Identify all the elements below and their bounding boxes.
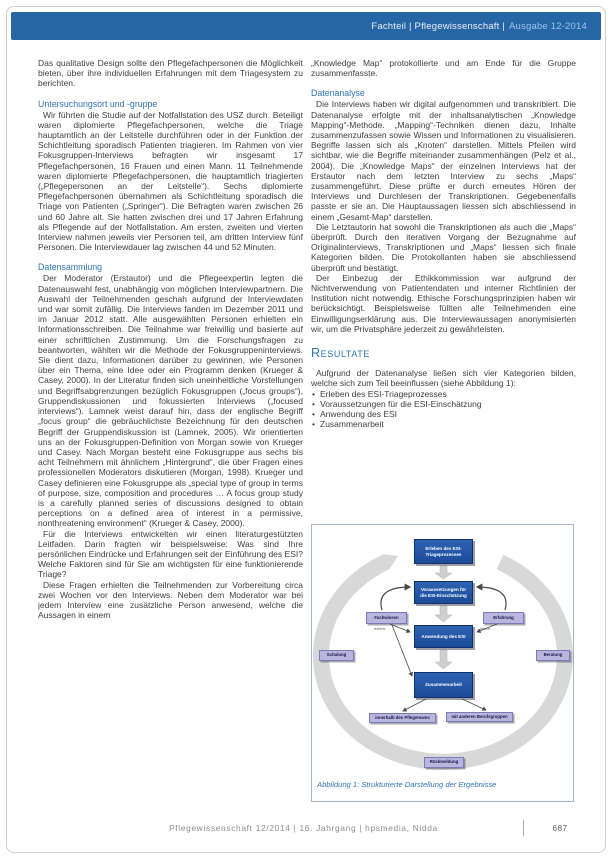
figure-node-side-right: Erfahrung bbox=[483, 612, 524, 624]
figure-node-zusammenarbeit: Zusammenarbeit bbox=[414, 672, 473, 698]
paragraph-resultate-intro: Aufgrund der Datenanalyse ließen sich vier Kategorien bilden, welche sich zum Teil beeinflussen (siehe Abbildung 1): bbox=[311, 368, 576, 389]
figure-node-outer-left: Schulung bbox=[319, 650, 354, 661]
right-text-column bbox=[311, 58, 576, 818]
arrow-down-icon bbox=[435, 606, 452, 622]
paragraph-leitfaden: Für die Interviews entwickelten wir einen literaturgestützten Leitfaden. Darin fragten wir beispielsweise: Was sind Ihre persönlichen Eindrücke und Erfahrungen seit der Einführung des ESI? Welche Faktoren sind für Sie am wichtigsten für eine funktionierende Triage? bbox=[38, 528, 303, 580]
arrow-down-icon bbox=[435, 566, 452, 579]
page-number: 687 bbox=[552, 823, 568, 833]
figure-1 bbox=[311, 524, 574, 802]
figure-node-voraussetzungen: Voraussetzungen für die ESI-Einschätzung bbox=[414, 581, 473, 604]
paragraph-untersuchungsort: Wir führten die Studie auf der Notfallstation des USZ durch. Beteiligt waren diplomierte Pflegefachpersonen, welche die Triage hauptamtlich an der Leitstelle durchführen oder in der Funktion der Schichtleitung sporadisch Patienten triagieren. Im Rahmen von vier Fokusgruppen-Interviews befragten wir insgesamt 17 Pflegefachpersonen, 16 Frauen und einen Mann. 11 Teilnehmende waren diplomierte Pflegefachpersonen, die hauptamtlich triagierten („Pflegepersonen an der Leitstelle“). Sechs diplomierte Pflegefachpersonen übernahmen als Schichtleitung sporadisch die Triage von Patienten („Springer“). Die Befragten waren zwischen 26 und 60 Jahre alt. Sie hatten zwischen drei und 17 Jahren Erfahrung als Pflegende auf der Notfallstation. Am ersten, zweiten und vierten Interview nahmen jeweils vier Personen teil, am dritten Interview fünf Personen. Die Interviewdauer lag zwischen 44 und 52 Minuten. bbox=[38, 109, 303, 253]
page-footer bbox=[38, 819, 596, 837]
paragraph-datensammlung: Der Moderator (Erstautor) und die Pflegeexpertin legten die Datenauswahl fest, unabhängig von möglichen Interviewpartnern. Die Auswahl der Teilnehmenden geschah aufgrund der Interviewdaten und war somit zufällig. Die Interviews fanden im Dezember 2011 und im Januar 2012 statt. Alle ausgewählten Personen erhielten ein Informationsschreiben. Die Teilnahme war freiwillig und basierte auf einer schriftlichen Zustimmung. Um die Forschungsfragen zu beantworten, wählten wir die Methode der Fokusgruppeninterviews. Sie dient dazu, Informationen darüber zu gewinnen, wie Personen über ein Thema, eine Idee oder ein Programm denken (Krueger & Casey, 2000). In der Literatur finden sich uneinheitliche Vorstellungen und Begriffsabgrenzungen bezüglich Fokusgruppen („focus groups“), Gruppendiskussionen und fokussierten Interviews („focused interviews“). Lamnek weist darauf hin, dass der englische Begriff „focus group“ die gebräuchlichste Bezeichnung für den deutschen Begriff der Gruppendiskussion ist (Lamnek, 2005). Wir orientierten uns an der Fokusgruppen-Definition von Morgan sowie von Krueger und Casey. Nach Morgan besteht eine Fokusgruppe aus sechs bis acht Teilnehmern mit ähnlichem „Hintergrund“, die über Fragen eines professionellen Moderators diskutieren (Morgan, 1998). Krueger und Casey definieren eine Fokusgruppe als „special type of group in terms of purpose, size, composition and procedures … A focus group study is a carefully planned series of discussions designed to obtain perceptions on a defined area of interest in a permissive, nonthreatening environment“ (Krueger & Casey, 2000). bbox=[38, 273, 303, 529]
relation-arrow-icon bbox=[403, 699, 426, 711]
figure-node-anwendung: Anwendung des ESI bbox=[414, 625, 473, 648]
bullet-item-zusammenarbeit: • Zusammenarbeit bbox=[311, 419, 576, 429]
category-bullet-list bbox=[311, 389, 576, 430]
arrow-down-icon bbox=[435, 650, 452, 669]
left-text-column bbox=[38, 58, 303, 810]
curved-arrow-icon bbox=[477, 587, 506, 610]
bullet-item-erleben: • Erleben des ESI-Triageprozesses bbox=[311, 389, 576, 399]
journal-header-bar bbox=[11, 12, 601, 40]
figure-edge-label-right: intern bbox=[480, 626, 491, 631]
section-heading-datensammlung: Datensammlung bbox=[38, 262, 103, 273]
header-section-label: Fachteil | Pflegewissenschaft | bbox=[371, 20, 505, 32]
relation-arrow-icon bbox=[462, 699, 486, 710]
figure-caption: Abbildung 1: Strukturierte Darstellung der Ergebnisse bbox=[317, 780, 497, 789]
figure-edge-label-left: extern bbox=[374, 626, 386, 631]
figure-node-bottom-left: innerhalb des Pflegeteams bbox=[369, 713, 436, 723]
section-heading-resultate: RESULTATE bbox=[311, 346, 370, 361]
paragraph-knowledge-map: „Knowledge Map“ protokollierte und am Ende für die Gruppe zusammenfasste. bbox=[311, 58, 576, 79]
header-issue-label: Ausgabe 12-2014 bbox=[508, 20, 587, 32]
curved-arrow-icon bbox=[381, 587, 410, 610]
figure-node-side-left: Fachwissen bbox=[366, 612, 407, 624]
bullet-item-anwendung: • Anwendung des ESI bbox=[311, 409, 576, 419]
footer-journal-info: Pflegewissenschaft 12/2014 | 16. Jahrgang | hpsmedia, Nidda bbox=[169, 823, 438, 833]
relation-arrow-icon bbox=[392, 625, 412, 676]
figure-node-bottom-right: mit anderen Berufsgruppen bbox=[446, 712, 513, 722]
paragraph-ethik: Der Einbezug der Ethikkommission war aufgrund der Nichtverwendung von Patientendaten und interner Richtlinien der Institution nicht notwendig. Ethische Forschungsprinzipien haben wir berücksichtigt. Beispielsweise füllten alle Teilnehmenden eine Einwilligungserklärung aus. Die Interviewaussagen anonymisierten wir, um die Privatsphäre jederzeit zu gewährleisten. bbox=[311, 272, 576, 334]
section-heading-untersuchungsort: Untersuchungsort und -gruppe bbox=[38, 98, 158, 109]
paragraph-vorbereitung: Diese Fragen erhielten die Teilnehmenden zur Vorbereitung circa zwei Wochen vor den Interviews. Neben dem Moderator war bei jedem Interview eine zusätzliche Person anwesend, welche die Aussagen in einem bbox=[38, 579, 303, 621]
figure-diagram bbox=[312, 525, 573, 775]
figure-node-bottom-center: Rückmeldung bbox=[424, 757, 464, 768]
paragraph-design: Das qualitative Design sollte den Pflegefachpersonen die Möglichkeit bieten, über ihre individuellen Erfahrungen mit dem Triagesystem zu berichten. bbox=[38, 58, 303, 89]
bullet-item-voraussetzungen: • Voraussetzungen für die ESI-Einschätzung bbox=[311, 399, 576, 409]
paragraph-datenanalyse-2: Die Letztautorin hat sowohl die Transkriptionen als auch die „Maps“ überprüft. Durch den iterativen Vorgang der Bezugnahme auf Originalinterviews, Transkriptionen und „Maps“ liessen sich finale Kategorien bilden. Die Protokollanten haben sie abschliessend überprüft und bestätigt. bbox=[311, 221, 576, 273]
figure-node-outer-right: Beratung bbox=[536, 650, 570, 661]
figure-node-erleben: Erleben des ESI-Triageprozesses bbox=[414, 539, 473, 564]
section-heading-datenanalyse: Datenanalyse bbox=[311, 88, 365, 99]
paragraph-datenanalyse-1: Die Interviews haben wir digital aufgenommen und transkribiert. Die Datenanalyse erfolgte mit der inhaltsanalytischen „Knowledge Mapping“-Methode. „Mapping“-Techniken dienen dazu, Inhalte zusammenzufassen sowie Wissen und Informationen zu visualisieren. Begriffe lassen sich als „Knoten“ darstellen. Mittels Pfeilen wird sichtbar, wie die Begriffe miteinander zusammenhängen (Pelz et al., 2004). Die „Knowledge Maps“ der einzelnen Interviews hat der Erstautor nach dem letzten Interview zu sechs „Maps“ zusammengeführt. Diese prüfte er durch erneutes Hören der Interviews und Durchlesen der Transkriptionen. Gegebenenfalls passte er sie an. Die Hauptaussagen liessen sich abschliessend in einem „Gesamt-Map“ darstellen. bbox=[311, 99, 576, 222]
